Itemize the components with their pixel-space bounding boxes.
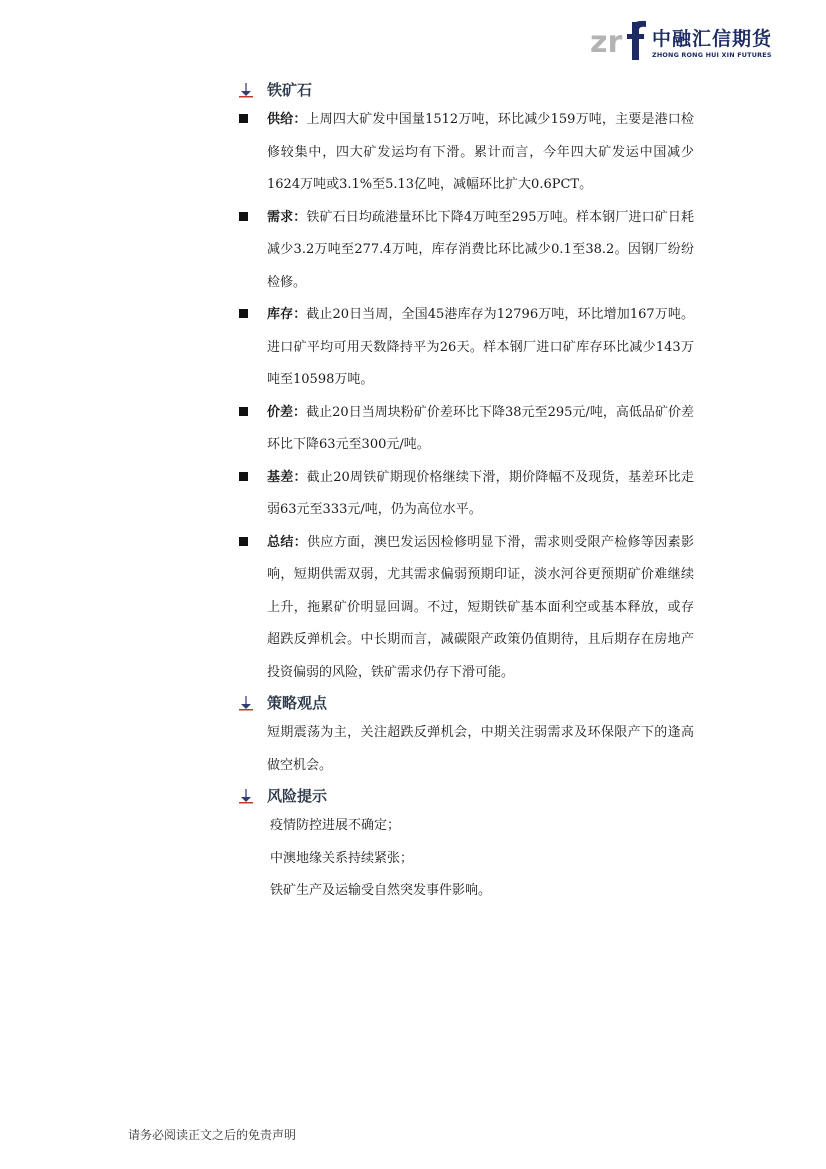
item-label: 价差： <box>267 404 307 420</box>
disclaimer-footer: 请务必阅读正文之后的免责声明 <box>128 1128 297 1142</box>
section-title: 铁矿石 <box>267 81 313 99</box>
list-item-spread <box>238 397 694 462</box>
item-text: 上周四大矿发中国量1512万吨，环比减少159万吨，主要是港口检修较集中，四大矿发运均有下滑。累计而言，今年四大矿发运中国减少1624万吨或3.1%至5.13亿吨，减幅环比扩大0.6PCT。 <box>267 112 694 192</box>
logo-english-name: ZHONG RONG HUI XIN FUTURES <box>652 51 772 59</box>
risk-item: 中澳地缘关系持续紧张； <box>270 850 414 866</box>
list-item-basis <box>238 462 694 527</box>
item-label: 总结： <box>267 534 308 550</box>
item-text: 铁矿石日均疏港量环比下降4万吨至295万吨。样本钢厂进口矿日耗减少3.2万吨至277.4万吨，库存消费比环比减少0.1至38.2。因钢厂纷纷检修。 <box>267 209 694 290</box>
list-item-inventory <box>238 299 694 397</box>
report-content <box>238 76 694 908</box>
square-bullet-icon <box>239 472 248 481</box>
risk-item: 铁矿生产及运输受自然突发事件影响。 <box>270 883 492 898</box>
item-label: 库存： <box>267 307 307 322</box>
svg-text:zr: zr <box>590 25 623 60</box>
company-logo <box>590 18 780 66</box>
square-bullet-icon <box>239 114 248 123</box>
list-item-demand <box>238 202 694 300</box>
list-item-supply <box>238 104 694 202</box>
item-label: 基差： <box>267 469 307 485</box>
list-item-summary <box>238 527 694 690</box>
strategy-text: 短期震荡为主，关注超跌反弹机会，中期关注弱需求及环保限产下的逢高做空机会。 <box>267 725 694 773</box>
down-arrow-bullet-icon <box>238 788 254 804</box>
section-title: 风险提示 <box>267 787 328 805</box>
down-arrow-bullet-icon <box>238 695 254 711</box>
section-heading-risk <box>238 782 694 810</box>
item-label: 供给： <box>267 112 307 127</box>
section-heading-strategy <box>238 689 694 717</box>
section-heading-iron-ore <box>238 76 694 104</box>
item-text: 截止20日当周块粉矿价差环比下降38元至295元/吨，高低品矿价差环比下降63元至300元/吨。 <box>267 404 694 452</box>
logo-chinese-name: 中融汇信期货 <box>652 28 773 50</box>
item-text: 截止20周铁矿期现价格继续下滑，期价降幅不及现货，基差环比走弱63元至333元/吨，仍为高位水平。 <box>267 469 694 517</box>
square-bullet-icon <box>239 537 248 546</box>
square-bullet-icon <box>239 309 248 318</box>
square-bullet-icon <box>239 407 248 416</box>
risk-item: 疫情防控进展不确定； <box>270 818 401 833</box>
zrf-logo-icon <box>590 20 648 60</box>
square-bullet-icon <box>239 212 248 221</box>
item-label: 需求： <box>267 209 307 225</box>
item-text: 截止20日当周，全国45港库存为12796万吨，环比增加167万吨。进口矿平均可用天数降持平为26天。样本钢厂进口矿库存环比减少143万吨至10598万吨。 <box>267 307 694 387</box>
down-arrow-bullet-icon <box>238 82 254 98</box>
item-text: 供应方面，澳巴发运因检修明显下滑，需求则受限产检修等因素影响，短期供需双弱，尤其需求偏弱预期印证，淡水河谷更预期矿价难继续上升，拖累矿价明显回调。不过，短期铁矿基本面利空或基本释放，或存超跌反弹机会。中长期而言，减碳限产政策仍值期待，且后期存在房地产投资偏弱的风险，铁矿需求仍存下滑可能。 <box>267 534 694 680</box>
section-title: 策略观点 <box>267 694 328 712</box>
